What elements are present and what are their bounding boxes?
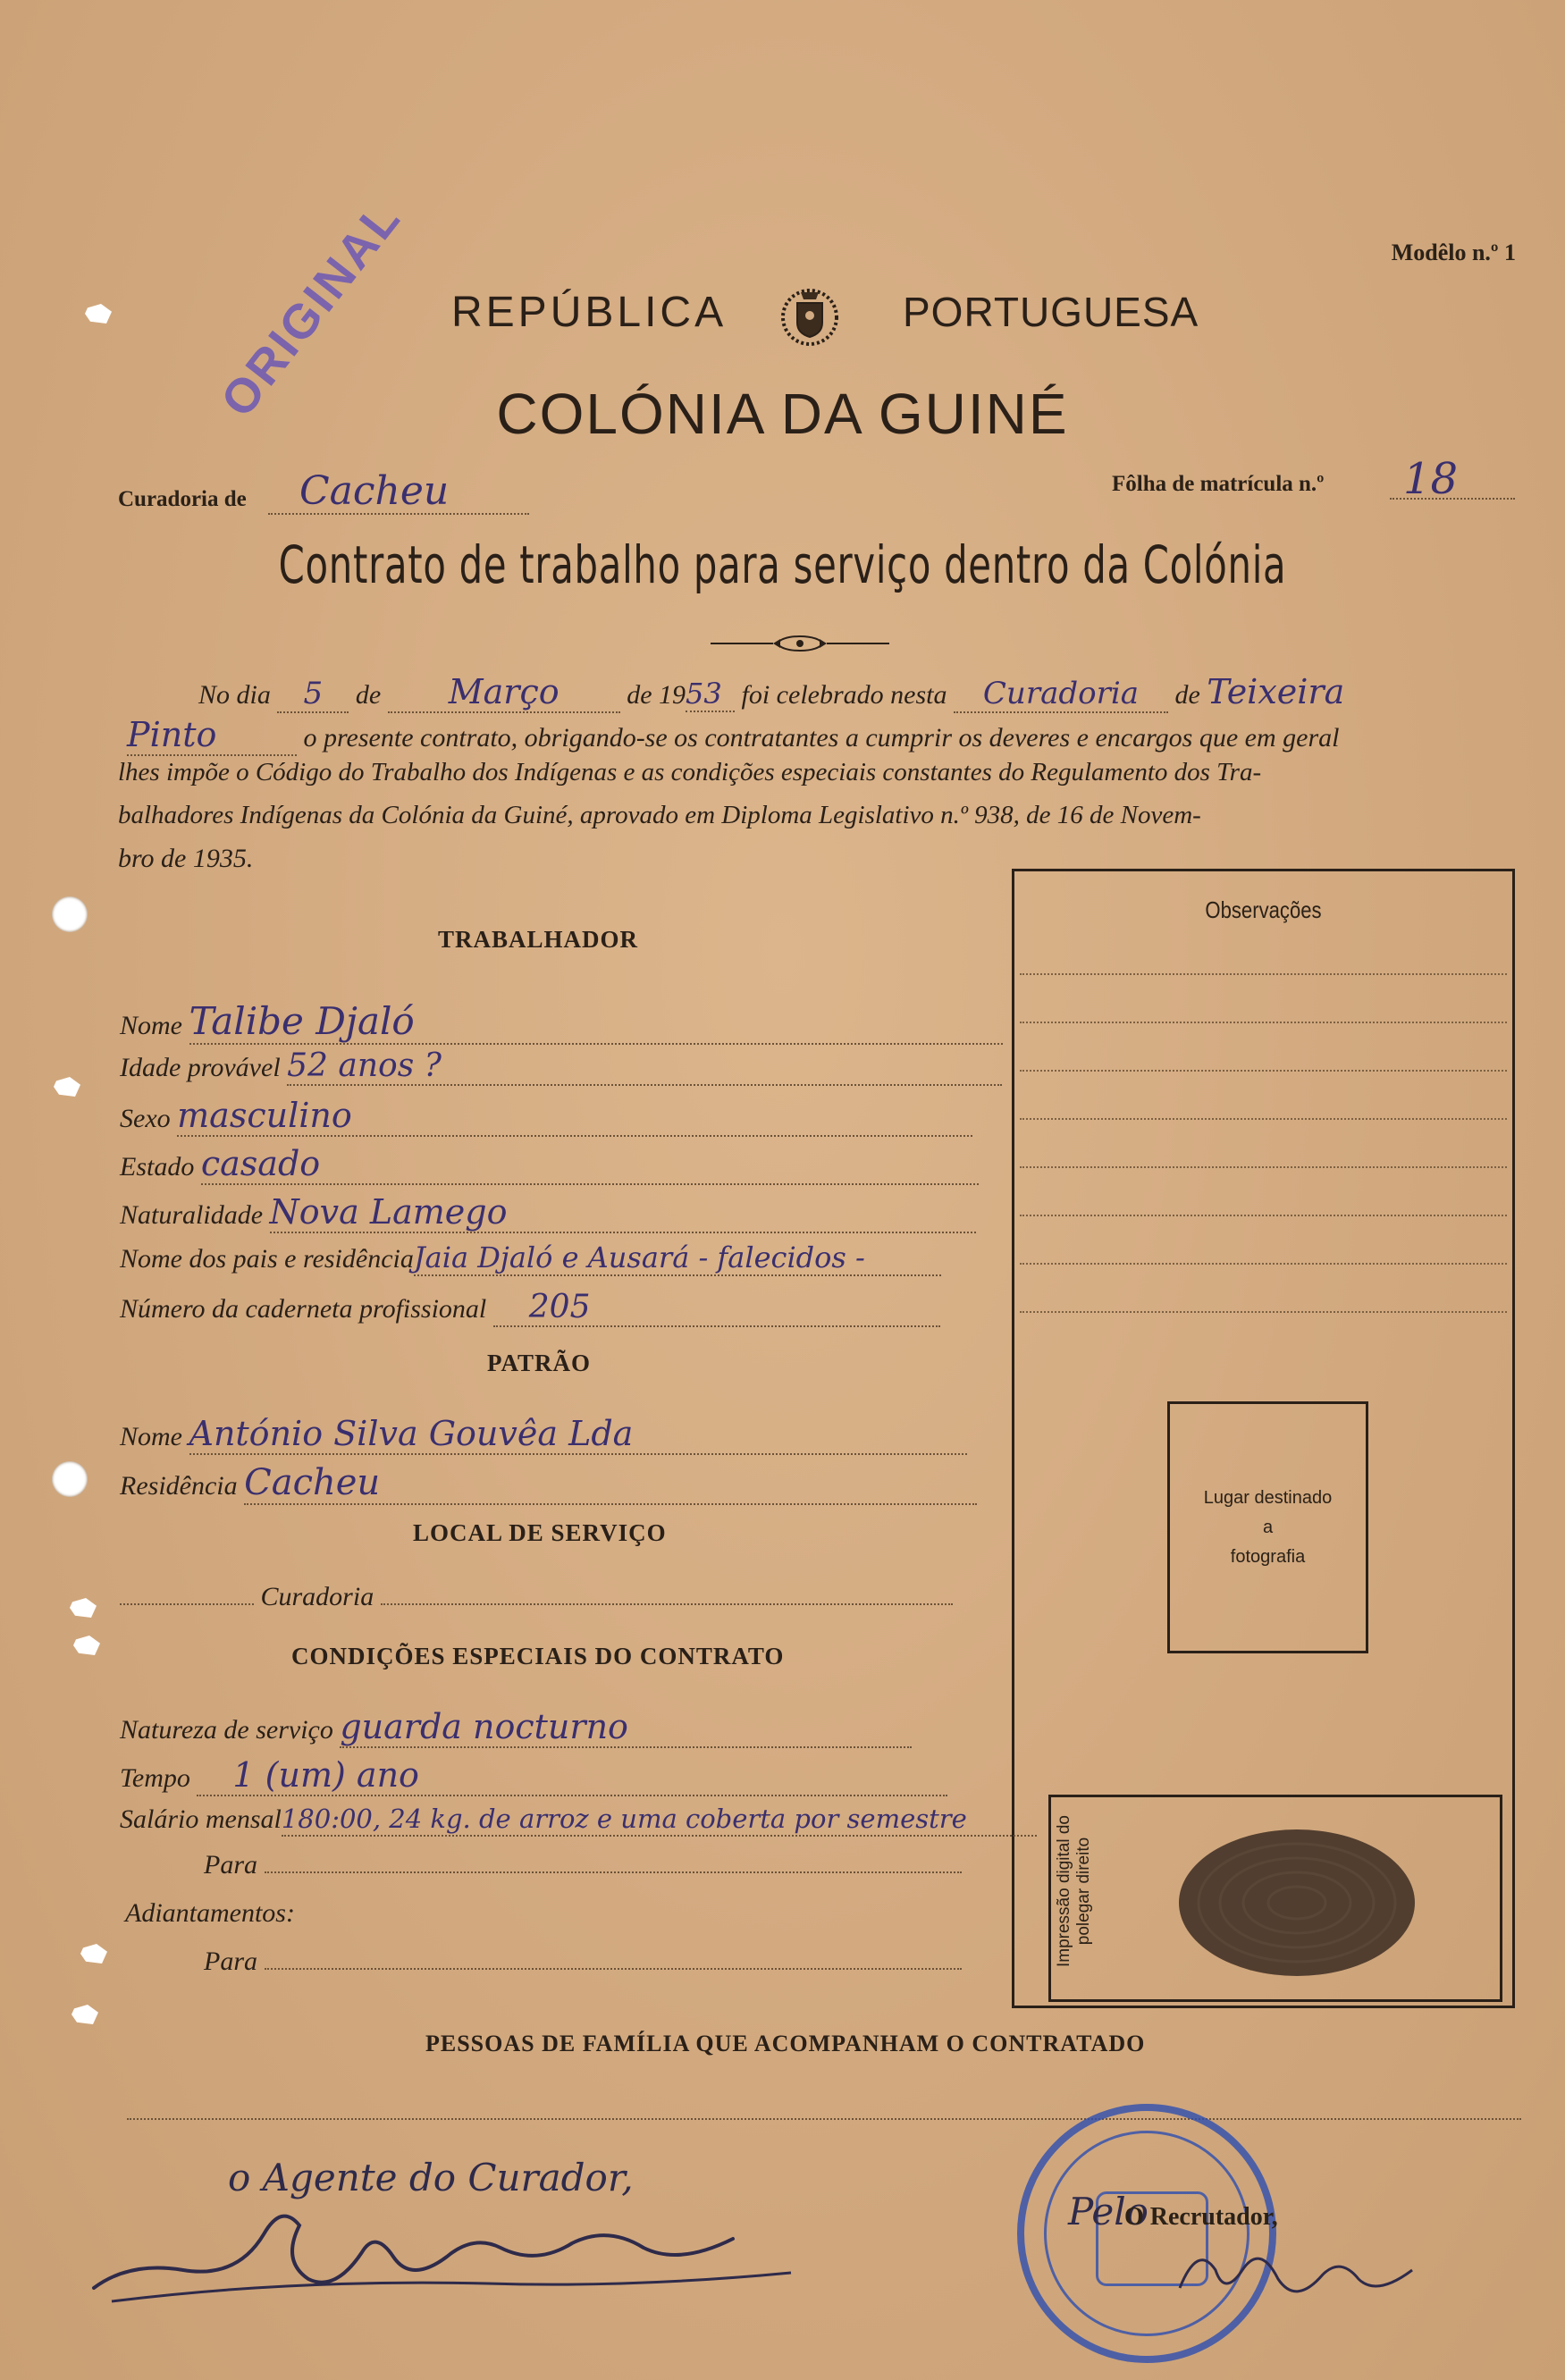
worker-heading: TRABALHADOR — [438, 926, 639, 953]
worker-parents-field — [414, 1240, 941, 1276]
paper-tear — [70, 1598, 97, 1618]
photo-label-2: a — [1262, 1518, 1274, 1537]
curadoria-value: Cacheu — [299, 468, 450, 514]
worker-name-label: Nome — [120, 1011, 182, 1040]
salary-to-row — [204, 1850, 962, 1880]
workplace-field-after — [381, 1603, 953, 1605]
employer-residence-field — [244, 1462, 977, 1505]
duration-value: 1 (um) ano — [232, 1755, 419, 1795]
contract-title: Contrato de trabalho para serviço dentro da Colónia — [278, 534, 1287, 595]
workplace-label: Curadoria — [260, 1582, 374, 1611]
advances-to-field — [265, 1968, 962, 1970]
worker-booklet-row — [120, 1289, 940, 1327]
observations-line — [1020, 1070, 1507, 1072]
paper-tear — [80, 1944, 107, 1964]
recruiter-label: O Recrutador, — [1124, 2203, 1278, 2231]
worker-status-field — [201, 1144, 979, 1185]
thumbprint-icon — [1176, 1821, 1418, 1981]
photo-placeholder — [1167, 1401, 1368, 1653]
paper-tear — [72, 2005, 98, 2024]
folha-value: 18 — [1403, 454, 1459, 504]
worker-status-value: casado — [200, 1144, 321, 1183]
observations-line — [1020, 1263, 1507, 1265]
worker-sex-value: masculino — [177, 1096, 352, 1135]
observations-heading: Observações — [1205, 896, 1322, 923]
employer-name-field — [189, 1414, 967, 1455]
worker-parents-value: Jaia Djaló e Ausará - falecidos - — [413, 1240, 865, 1274]
observations-line — [1020, 1166, 1507, 1168]
worker-birthplace-field — [270, 1192, 976, 1233]
preamble-text: de 19 — [627, 680, 686, 710]
worker-birthplace-row — [120, 1192, 976, 1233]
service-nature-row — [120, 1707, 912, 1748]
worker-parents-label: Nome dos pais e residência — [120, 1244, 414, 1274]
thumbprint-box — [1048, 1795, 1502, 2002]
salary-value: 180:00, 24 kg. de arroz e uma coberta por semestre — [281, 1804, 967, 1834]
duration-label: Tempo — [120, 1763, 190, 1793]
photo-label-3: fotografia — [1230, 1547, 1306, 1567]
worker-parents-row — [120, 1240, 941, 1276]
day-field — [277, 676, 349, 713]
employer-name-label: Nome — [120, 1422, 182, 1451]
month-field — [388, 672, 620, 713]
punch-hole — [52, 1461, 88, 1497]
curadoria-label: Curadoria de — [118, 487, 247, 511]
punch-hole — [52, 896, 88, 932]
year-value: 53 — [686, 677, 722, 711]
service-nature-value: guarda nocturno — [340, 1707, 628, 1746]
advances-to-label: Para — [204, 1947, 257, 1976]
preamble-text: foi celebrado nesta — [741, 680, 947, 710]
preamble-text: No dia — [198, 680, 271, 710]
place2-value: Pinto — [127, 715, 217, 754]
observations-line — [1020, 973, 1507, 975]
workplace-row — [120, 1582, 953, 1612]
service-nature-label: Natureza de serviço — [120, 1715, 333, 1745]
advances-row — [125, 1898, 295, 1929]
coat-of-arms-icon — [774, 280, 846, 351]
colony-title: COLÓNIA DA GUINÉ — [496, 382, 1069, 446]
folha-label: Fôlha de matrícula n.º — [1112, 472, 1325, 496]
month-value: Março — [448, 672, 560, 711]
preamble-line-4: balhadores Indígenas da Colónia da Guiné, aprovado em Diploma Legislativo n.º 938, de 16 de Novem- — [118, 801, 1201, 829]
paper-tear — [73, 1636, 100, 1655]
worker-booklet-field — [493, 1289, 940, 1327]
conditions-heading: CONDIÇÕES ESPECIAIS DO CONTRATO — [291, 1643, 785, 1669]
preamble-text: o presente contrato, obrigando-se os contratantes a cumprir os deveres e encargos que em geral — [303, 723, 1340, 753]
paper-tear — [54, 1077, 80, 1097]
preamble-text: de — [355, 680, 382, 710]
agent-signature-label: o Agente do Curador, — [228, 2156, 634, 2199]
family-heading: PESSOAS DE FAMÍLIA QUE ACOMPANHAM O CONTRATADO — [425, 2031, 1146, 2056]
worker-status-row — [120, 1144, 979, 1185]
worker-age-label: Idade provável — [120, 1053, 281, 1082]
worker-name-field — [189, 999, 1003, 1045]
worker-sex-row — [120, 1096, 972, 1137]
worker-booklet-label: Número da caderneta profissional — [120, 1294, 487, 1324]
worker-age-row — [120, 1047, 1002, 1086]
family-line — [127, 2118, 1521, 2120]
ornament-divider — [711, 626, 889, 661]
worker-age-field — [287, 1047, 1002, 1086]
service-nature-field — [340, 1707, 912, 1748]
salary-row — [120, 1804, 1037, 1837]
duration-field — [197, 1755, 947, 1796]
preamble-text: de — [1174, 680, 1200, 710]
worker-birthplace-label: Naturalidade — [120, 1200, 264, 1230]
employer-name-value: António Silva Gouvêa Lda — [189, 1414, 634, 1453]
preamble-line-1 — [198, 672, 1521, 713]
worker-sex-label: Sexo — [120, 1104, 171, 1133]
header-portuguesa: PORTUGUESA — [903, 289, 1199, 335]
agent-signature-icon — [85, 2181, 818, 2315]
place2-field — [127, 715, 297, 756]
employer-name-row — [120, 1414, 967, 1455]
workplace-heading: LOCAL DE SERVIÇO — [413, 1519, 667, 1546]
worker-name-value: Talibe Djaló — [189, 999, 415, 1043]
preamble-line-5: bro de 1935. — [118, 844, 254, 873]
official-seal-stamp — [1017, 2104, 1276, 2363]
employer-residence-value: Cacheu — [244, 1462, 381, 1503]
advances-to-row — [204, 1947, 962, 1977]
observations-line — [1020, 1215, 1507, 1216]
employer-residence-row — [120, 1462, 977, 1505]
worker-name-row — [120, 999, 1003, 1045]
place-type-field — [954, 676, 1168, 713]
preamble-line-2 — [127, 715, 1521, 756]
place-value: Teixeira — [1207, 672, 1345, 711]
advances-label: Adiantamentos: — [125, 1898, 295, 1928]
observations-line — [1020, 1118, 1507, 1120]
duration-row — [120, 1755, 947, 1796]
employer-heading: PATRÃO — [487, 1350, 591, 1376]
salary-to-label: Para — [204, 1850, 257, 1880]
thumbprint-label: Impressão digital do polegar direito — [1055, 1814, 1093, 1968]
year-field — [686, 677, 735, 712]
header-republica: REPÚBLICA — [451, 289, 728, 336]
worker-birthplace-value: Nova Lamego — [269, 1192, 508, 1232]
salary-to-field — [265, 1871, 962, 1873]
original-stamp: ORIGINAL — [210, 190, 412, 427]
employer-residence-label: Residência — [120, 1471, 238, 1501]
recruiter-signature-icon — [1162, 2234, 1430, 2315]
worker-sex-field — [177, 1096, 972, 1137]
worker-status-label: Estado — [120, 1152, 195, 1182]
salary-label: Salário mensal — [120, 1804, 282, 1834]
recruiter-pelo: Pelo — [1068, 2190, 1149, 2233]
worker-booklet-value: 205 — [528, 1289, 591, 1325]
photo-label-1: Lugar destinado — [1203, 1488, 1333, 1508]
day-value: 5 — [303, 676, 324, 711]
place-type-value: Curadoria — [982, 676, 1139, 711]
observations-line — [1020, 1022, 1507, 1023]
salary-field — [282, 1804, 1037, 1837]
preamble-line-3: lhes impõe o Código do Trabalho dos Indígenas e as condições especiais constantes do Regulamento dos Tra- — [118, 758, 1262, 786]
observations-line — [1020, 1311, 1507, 1313]
paper-tear — [85, 304, 112, 324]
workplace-field-before — [120, 1603, 254, 1605]
worker-age-value: 52 anos ? — [287, 1047, 442, 1084]
model-number: Modêlo n.º 1 — [1391, 240, 1516, 265]
